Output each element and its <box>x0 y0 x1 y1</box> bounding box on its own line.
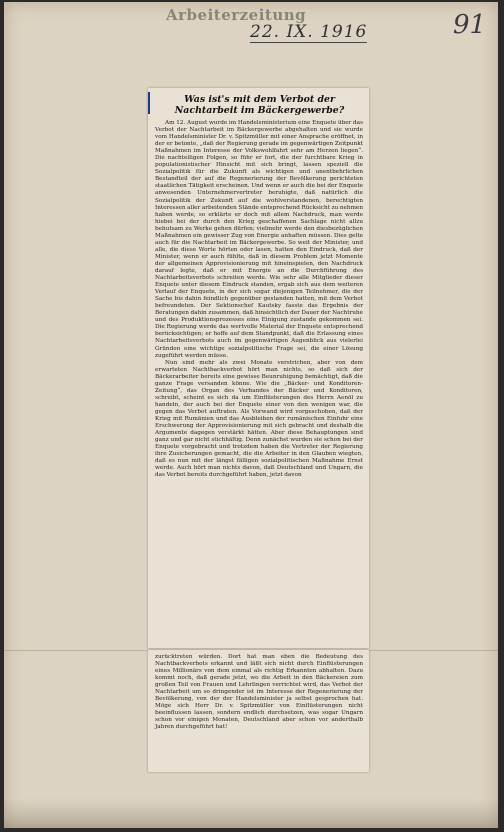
title-marker-bar <box>148 92 150 114</box>
article-paragraph: Am 12. August wurde im Handelsministerium eine Enquete über das Verbot der Nachtarbeit im Bäckergewerbe abgehalten und sie wurde vom Handelsminister Dr. v. Spitzmüller mit einer Ansprache eröffnet, in der er betonte, „daß der Regierung gerade im gegenwärtigen Zeitpunkt Maßnahmen im Interesse der Volkswohlfahrt sehr am Herzen liegen“. Die nachteiligen Folgen, so führ er fort, die der furchtbare Krieg in populationistischer Hinsicht mit sich bringt, lassen speziell die Sozialpolitik für die Zukunft als wichtigen und unentbehrlichen Bestandteil der auf die Regenerierung der Bevölkerung gerichteten staatlichen Tätigkeit erscheinen. Und wenn er auch die bei der Enquete anwesenden Unternehmervertreter beruhigte, daß natürlich die Sozialpolitik der Zukunft auf die wohlverstandenen, berechtigten Interessen aller arbeitenden Stände entsprechend Rücksicht zu nehmen haben werde, so erklärte er doch mit allem Nachdruck, man werde hiebei bei der durch den Krieg geschaffenen Sachlage nicht allzu behutsam zu Werke gehen dürfen; vielmehr werde den diesbezüglichen Maßnahmen ein gewisser Zug von Energie anhaften müssen. Dies gelte auch für die Nachtarbeit im Bäckergewerbe. So weit der Minister, und alle, die diese Worte hörten oder lasen, hatten den Eindruck, daß der Minister, wenn er auch fühlte, daß in diesem Problem jetzt Momente der allgemeinen Approvisionierung mit hineinspielen, den Nachdruck darauf legte, daß er mit Energie an die Durchführung des Nachtarbeitsverbots schreiten werde. Wie sehr alle Mitglieder dieser Enquete unter diesem Eindruck standen, ergab sich aus dem weiteren Verlauf der Enquete, in der sich sogar diejenigen Teilnehmer, die der Sache bis dahin feindlich gegenüber gestanden hatten, mit dem Verbot befreundeten. Der Sektionschef Kautsky fasste das Ergebnis der Beratungen dahin zusammen, daß hinsichtlich der Dauer der Nachtruhe und des Produktionsprozesses eine Einigung zustande gekommen sei. Die Regierung werde das wertvolle Material der Enquete entsprechend berücksichtigen; er hoffe auf dem Standpunkt, daß die Erlassung eines Nachtarbeitsverbots auch im gegenwärtigen Augenblick aus vielerlei Gründen eine wichtige sozialpolitische Frage sei, die einer Lösung zugeführt werden müsse. <box>155 120 363 359</box>
newspaper-clipping <box>148 88 369 648</box>
article-body-continued <box>155 654 363 732</box>
newspaper-clipping-continued <box>148 650 369 772</box>
article-paragraph: zurücktreten würden. Dort hat man eben die Bedeutung des Nachtbackverbots erkannt und läßt sich nicht durch Einflüsterungen eines Millionärs von dem einmal als richtig Erkannten abhalten. Dazu kommt noch, daß gerade jetzt, wo die Arbeit in den Bäckereien zum großen Teil von Frauen und Lehrlingen verrichtet wird, das Verbot der Nachtarbeit um so dringender ist im Interesse der Regenerierung der Bevölkerung, von der der Handelsminister ja selbst gesprochen hat. Möge sich Herr Dr. v. Spitzmüller von Einflüsterungen nicht beeinflussen lassen, sondern endlich durchsetzen, was sogar Ungarn schon vor einigen Monaten, Deutschland aber schon vor anderthalb Jahren durchgeführt hat! <box>155 654 363 731</box>
page-number: 91 <box>453 10 487 40</box>
article-title: Was ist's mit dem Verbot der Nachtarbeit im Bäckergewerbe? <box>174 94 345 116</box>
handwritten-date: 22. IX. 1916 <box>250 22 368 42</box>
article-paragraph: Nun sind mehr als zwei Monate verstrichen, aber von dem erwarteten Nachtbackverbot hört man nichts, so daß sich der Bäckerarbeiter bereits eine gewisse Beunruhigung bemächtigt, daß die ganze Frage versanden könne. Wie die „Bäcker- und Konditoren-Zeitung“, das Organ des Verbandes der Bäcker und Konditoren, schreibt, scheint es sich da um Einflüsterungen des Herrn Aenöl zu handeln, der auch bei der Enquete einer von den wenigen war, die gegen das Verbot auftraten. Als Vorwand wird vorgeschoben, daß der Krieg mit Rumänien und das Ausbleiben der rumänischen Einfuhr eine Erschwerung der Approvisionierung mit sich gebracht und deshalb die Argumente dagegen verstärkt hätten. Aber diese Behauptungen sind ganz und gar nicht stichhältig. Denn zunächst wurden sie schon bei der Enquete vorgebracht und trotzdem haben die Vertreter der Regierung ihre Zusicherungen gemacht, die die Arbeiter in den Glauben wiegten, daß es nun mit der längst fälligen sozialpolitischen Maßnahme Ernst werde. Auch hört man nichts davon, daß Deutschland und Ungarn, die das Verbot bereits durchgeführt haben, jetzt davon <box>155 359 363 479</box>
newspaper-stamp: Arbeiterzeitung <box>166 6 307 24</box>
article-body <box>155 120 363 479</box>
